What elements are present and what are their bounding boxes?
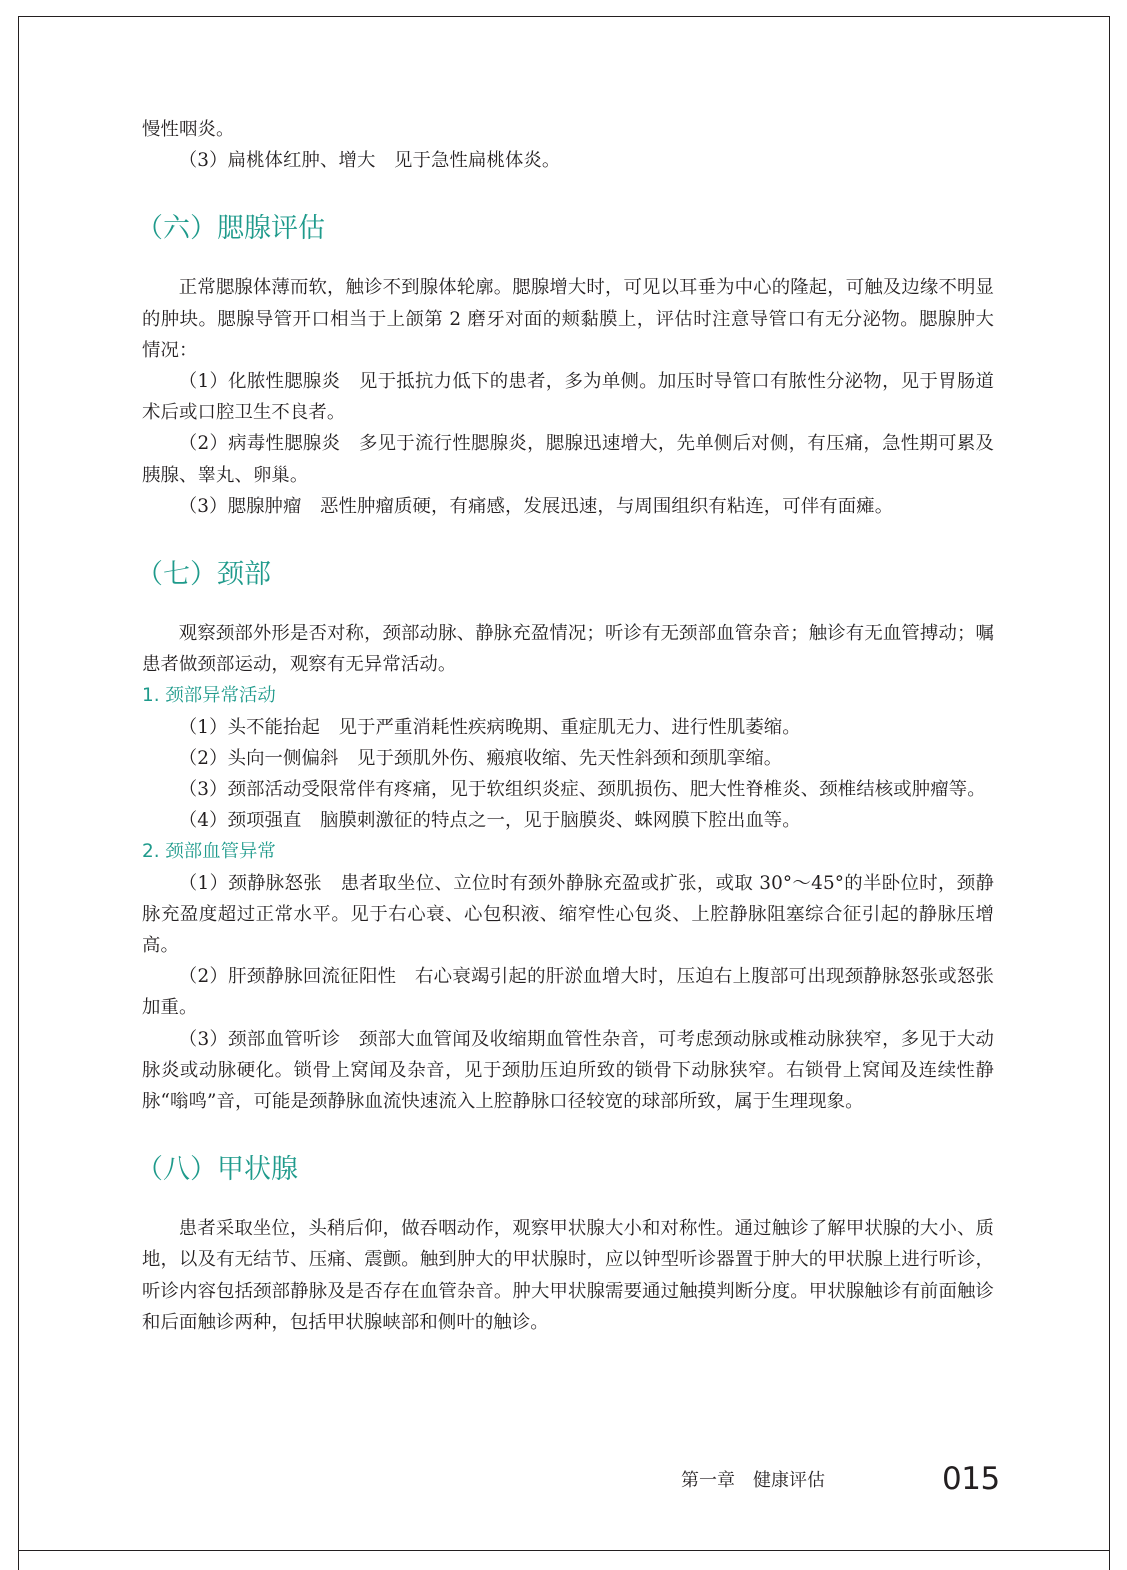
paragraph: （3）腮腺肿瘤 恶性肿瘤质硬，有痛感，发展迅速，与周围组织有粘连，可伴有面瘫。 bbox=[178, 495, 894, 517]
paragraph: （3）颈部活动受限常伴有疼痛，见于软组织炎症、颈肌损伤、肥大性脊椎炎、颈椎结核或肿瘤等。 bbox=[178, 779, 986, 801]
paragraph: （3）扁桃体红肿、增大 见于急性扁桃体炎。 bbox=[178, 150, 561, 172]
section-heading: （七）颈部 bbox=[136, 559, 271, 591]
page-frame-bottom bbox=[18, 1550, 1110, 1551]
paragraph: （2）头向一侧偏斜 见于颈肌外伤、瘢痕收缩、先天性斜颈和颈肌挛缩。 bbox=[178, 747, 783, 769]
paragraph: 慢性咽炎。 bbox=[142, 119, 235, 140]
paragraph: （4）颈项强直 脑膜刺激征的特点之一，见于脑膜炎、蛛网膜下腔出血等。 bbox=[178, 810, 801, 832]
page-frame-left bbox=[18, 16, 19, 1570]
paragraph: （2）病毒性腮腺炎 多见于流行性腮腺炎，腮腺迅速增大，先单侧后对侧，有压痛，急性期可累及胰腺、睾丸、卵巢。 bbox=[142, 433, 994, 486]
section-heading: （八）甲状腺 bbox=[136, 1154, 298, 1186]
paragraph: （1）化脓性腮腺炎 见于抵抗力低下的患者，多为单侧。加压时导管口有脓性分泌物，见于胃肠道术后或口腔卫生不良者。 bbox=[142, 371, 994, 424]
subsection-heading: 1. 颈部异常活动 bbox=[142, 685, 276, 707]
page-frame-right bbox=[1109, 16, 1110, 1570]
paragraph: 正常腮腺体薄而软，触诊不到腺体轮廓。腮腺增大时，可见以耳垂为中心的隆起，可触及边缘不明显的肿块。腮腺导管开口相当于上颌第 2 磨牙对面的颊黏膜上，评估时注意导管口有无分泌物。腮腺肿大情况： bbox=[142, 277, 994, 361]
paragraph: （2）肝颈静脉回流征阳性 右心衰竭引起的肝淤血增大时，压迫右上腹部可出现颈静脉怒张或怒张加重。 bbox=[142, 966, 994, 1019]
paragraph: 观察颈部外形是否对称，颈部动脉、静脉充盈情况；听诊有无颈部血管杂音；触诊有无血管搏动；嘱患者做颈部运动，观察有无异常活动。 bbox=[142, 623, 994, 676]
paragraph: （3）颈部血管听诊 颈部大血管闻及收缩期血管性杂音，可考虑颈动脉或椎动脉狭窄，多见于大动脉炎或动脉硬化。锁骨上窝闻及杂音，见于颈肋压迫所致的锁骨下动脉狭窄。右锁骨上窝闻及连续性静脉“嗡鸣”音，可能是颈静脉血流快速流入上腔静脉口径较宽的球部所致，属于生理现象。 bbox=[142, 1028, 994, 1113]
subsection-heading: 2. 颈部血管异常 bbox=[142, 841, 276, 863]
page-number: 015 bbox=[942, 1461, 1000, 1497]
page-frame-top bbox=[18, 16, 1110, 17]
paragraph: （1）颈静脉怒张 患者取坐位、立位时有颈外静脉充盈或扩张，或取 30°～45°的半卧位时，颈静脉充盈度超过正常水平。见于右心衰、心包积液、缩窄性心包炎、上腔静脉阻塞综合征引起的静脉压增高。 bbox=[142, 872, 994, 957]
page-body bbox=[136, 114, 994, 1338]
section-heading: （六）腮腺评估 bbox=[136, 213, 325, 245]
paragraph: （1）头不能抬起 见于严重消耗性疾病晚期、重症肌无力、进行性肌萎缩。 bbox=[178, 716, 801, 738]
paragraph: 患者采取坐位，头稍后仰，做吞咽动作，观察甲状腺大小和对称性。通过触诊了解甲状腺的大小、质地，以及有无结节、压痛、震颤。触到肿大的甲状腺时，应以钟型听诊器置于肿大的甲状腺上进行听诊，听诊内容包括颈部静脉及是否存在血管杂音。肿大甲状腺需要通过触摸判断分度。甲状腺触诊有前面触诊和后面触诊两种，包括甲状腺峡部和侧叶的触诊。 bbox=[142, 1218, 994, 1333]
running-footer-chapter: 第一章 健康评估 bbox=[681, 1470, 825, 1491]
